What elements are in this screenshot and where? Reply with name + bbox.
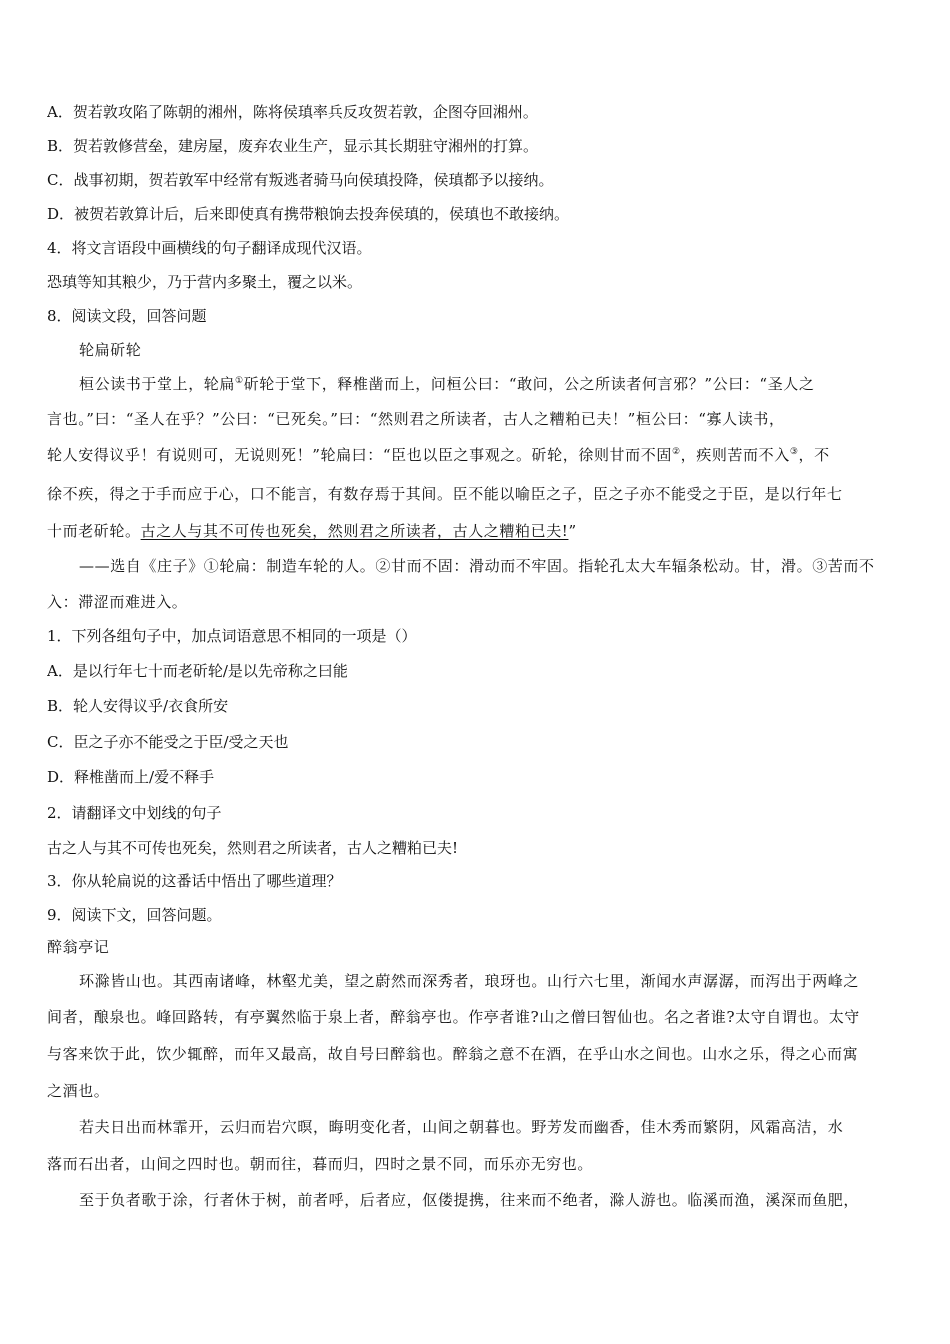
q7-item4-sentence: 恐瑱等知其粮少，乃于营内多聚土，覆之以米。: [47, 273, 363, 291]
q8-item2-sentence: 古之人与其不可传也死矣，然则君之所读者，古人之糟粕已夫!: [47, 839, 459, 857]
q7-option-c: C．战事初期，贺若敦军中经常有叛逃者骑马向侯瑱投降，侯瑱都予以接纳。: [47, 171, 554, 189]
q8-item3-prompt: 3．你从轮扁说的这番话中悟出了哪些道理？: [47, 872, 342, 890]
q9-passage-line: 间者，酿泉也。峰回路转，有亭翼然临于泉上者，醉翁亭也。作亭者谁?山之僧曰智仙也。名之者谁?太守自谓也。太守: [47, 1008, 860, 1026]
q8-passage-line: 言也。”曰：“圣人在乎？”公曰：“已死矣。”曰：“然则君之所读者，古人之糟粕已夫！”桓公曰：“寡人读书，: [47, 410, 785, 428]
footnote-mark: ①: [235, 376, 244, 386]
q7-option-d: D．被贺若敦算计后，后来即使真有携带粮饷去投奔侯瑱的，侯瑱也不敢接纳。: [47, 205, 570, 223]
q8-item1-option-c: C．臣之子亦不能受之于臣/受之天也: [47, 733, 289, 751]
q8-item2-prompt: 2．请翻译文中划线的句子: [47, 804, 222, 822]
q8-item1-option-a: A．是以行年七十而老斫轮/是以先帝称之曰能: [47, 662, 348, 680]
q8-passage-line: [79, 373, 907, 395]
q8-source-note: ——选自《庄子》①轮扁：制造车轮的人。②甘而不固：滑动而不牢固。指轮孔太大车辐条松动。甘，滑。③苦而不: [79, 557, 875, 575]
q9-passage-line: 若夫日出而林霏开，云归而岩穴暝，晦明变化者，山间之朝暮也。野芳发而幽香，佳木秀而繁阴，风霜高洁，水: [79, 1118, 844, 1136]
q7-option-a: A．贺若敦攻陷了陈朝的湘州，陈将侯瑱率兵反攻贺若敦，企图夺回湘州。: [47, 103, 538, 121]
text-run: 十而老斫轮。: [47, 522, 141, 540]
q9-passage-line: 环滁皆山也。其西南诸峰，林壑尤美，望之蔚然而深秀者，琅玡也。山行六七里，渐闻水声潺潺，而泻出于两峰之: [79, 972, 860, 990]
q8-item1-option-d: D．释椎凿而上/爱不释手: [47, 768, 215, 786]
q8-passage-title: 轮扁斫轮: [79, 341, 142, 359]
q8-passage-line: [47, 520, 907, 542]
q9-passage-title: 醉翁亭记: [47, 938, 110, 956]
text-run: 斫轮于堂下，释椎凿而上，问桓公曰：“敢问，公之所读者何言邪？”公曰：“圣人之: [243, 375, 815, 393]
q8-item1-option-b: B．轮人安得议乎/衣食所安: [47, 697, 229, 715]
q8-passage-line: [47, 444, 907, 466]
text-run: 桓公读书于堂上，轮扁: [79, 375, 236, 393]
q9-passage-line: 落而石出者，山间之四时也。朝而往，暮而归，四时之景不同，而乐亦无穷也。: [47, 1155, 594, 1173]
q9-passage-line: 与客来饮于此，饮少辄醉，而年又最高，故自号曰醉翁也。醉翁之意不在酒，在乎山水之间也。山水之乐，得之心而寓: [47, 1045, 859, 1063]
q9-passage-line: 之酒也。: [47, 1082, 110, 1100]
footnote-mark: ②: [671, 447, 681, 457]
q7-option-b: B．贺若敦修营垒，建房屋，废弃农业生产，显示其长期驻守湘州的打算。: [47, 137, 539, 155]
underlined-sentence: 古之人与其不可传也死矣，然则君之所读者，古人之糟粕已夫!: [140, 522, 569, 540]
q8-item1-prompt: 1．下列各组句子中，加点词语意思不相同的一项是（）: [47, 627, 417, 645]
q8-source-note: 入：滞涩而难进入。: [47, 593, 188, 611]
q9-heading: 9．阅读下文，回答问题。: [47, 906, 222, 924]
q7-item4-prompt: 4．将文言语段中画横线的句子翻译成现代汉语。: [47, 239, 372, 257]
q8-heading: 8．阅读文段，回答问题: [47, 307, 207, 325]
text-run: 轮人安得议乎！有说则可，无说则死！”轮扁曰：“臣也以臣之事观之。斫轮，徐则甘而不固: [47, 446, 672, 464]
footnote-mark: ③: [789, 447, 799, 457]
text-run: ，不: [798, 446, 830, 464]
text-run: ”: [568, 522, 577, 540]
text-run: ，疾则苦而不入: [680, 446, 790, 464]
q8-passage-line: 徐不疾，得之于手而应于心，口不能言，有数存焉于其间。臣不能以喻臣之子，臣之子亦不能受之于臣，是以行年七: [47, 485, 843, 503]
q9-passage-line: 至于负者歌于涂，行者休于树，前者呼，后者应，伛偻提携，往来而不绝者，滁人游也。临溪而渔，溪深而鱼肥，: [79, 1191, 860, 1209]
